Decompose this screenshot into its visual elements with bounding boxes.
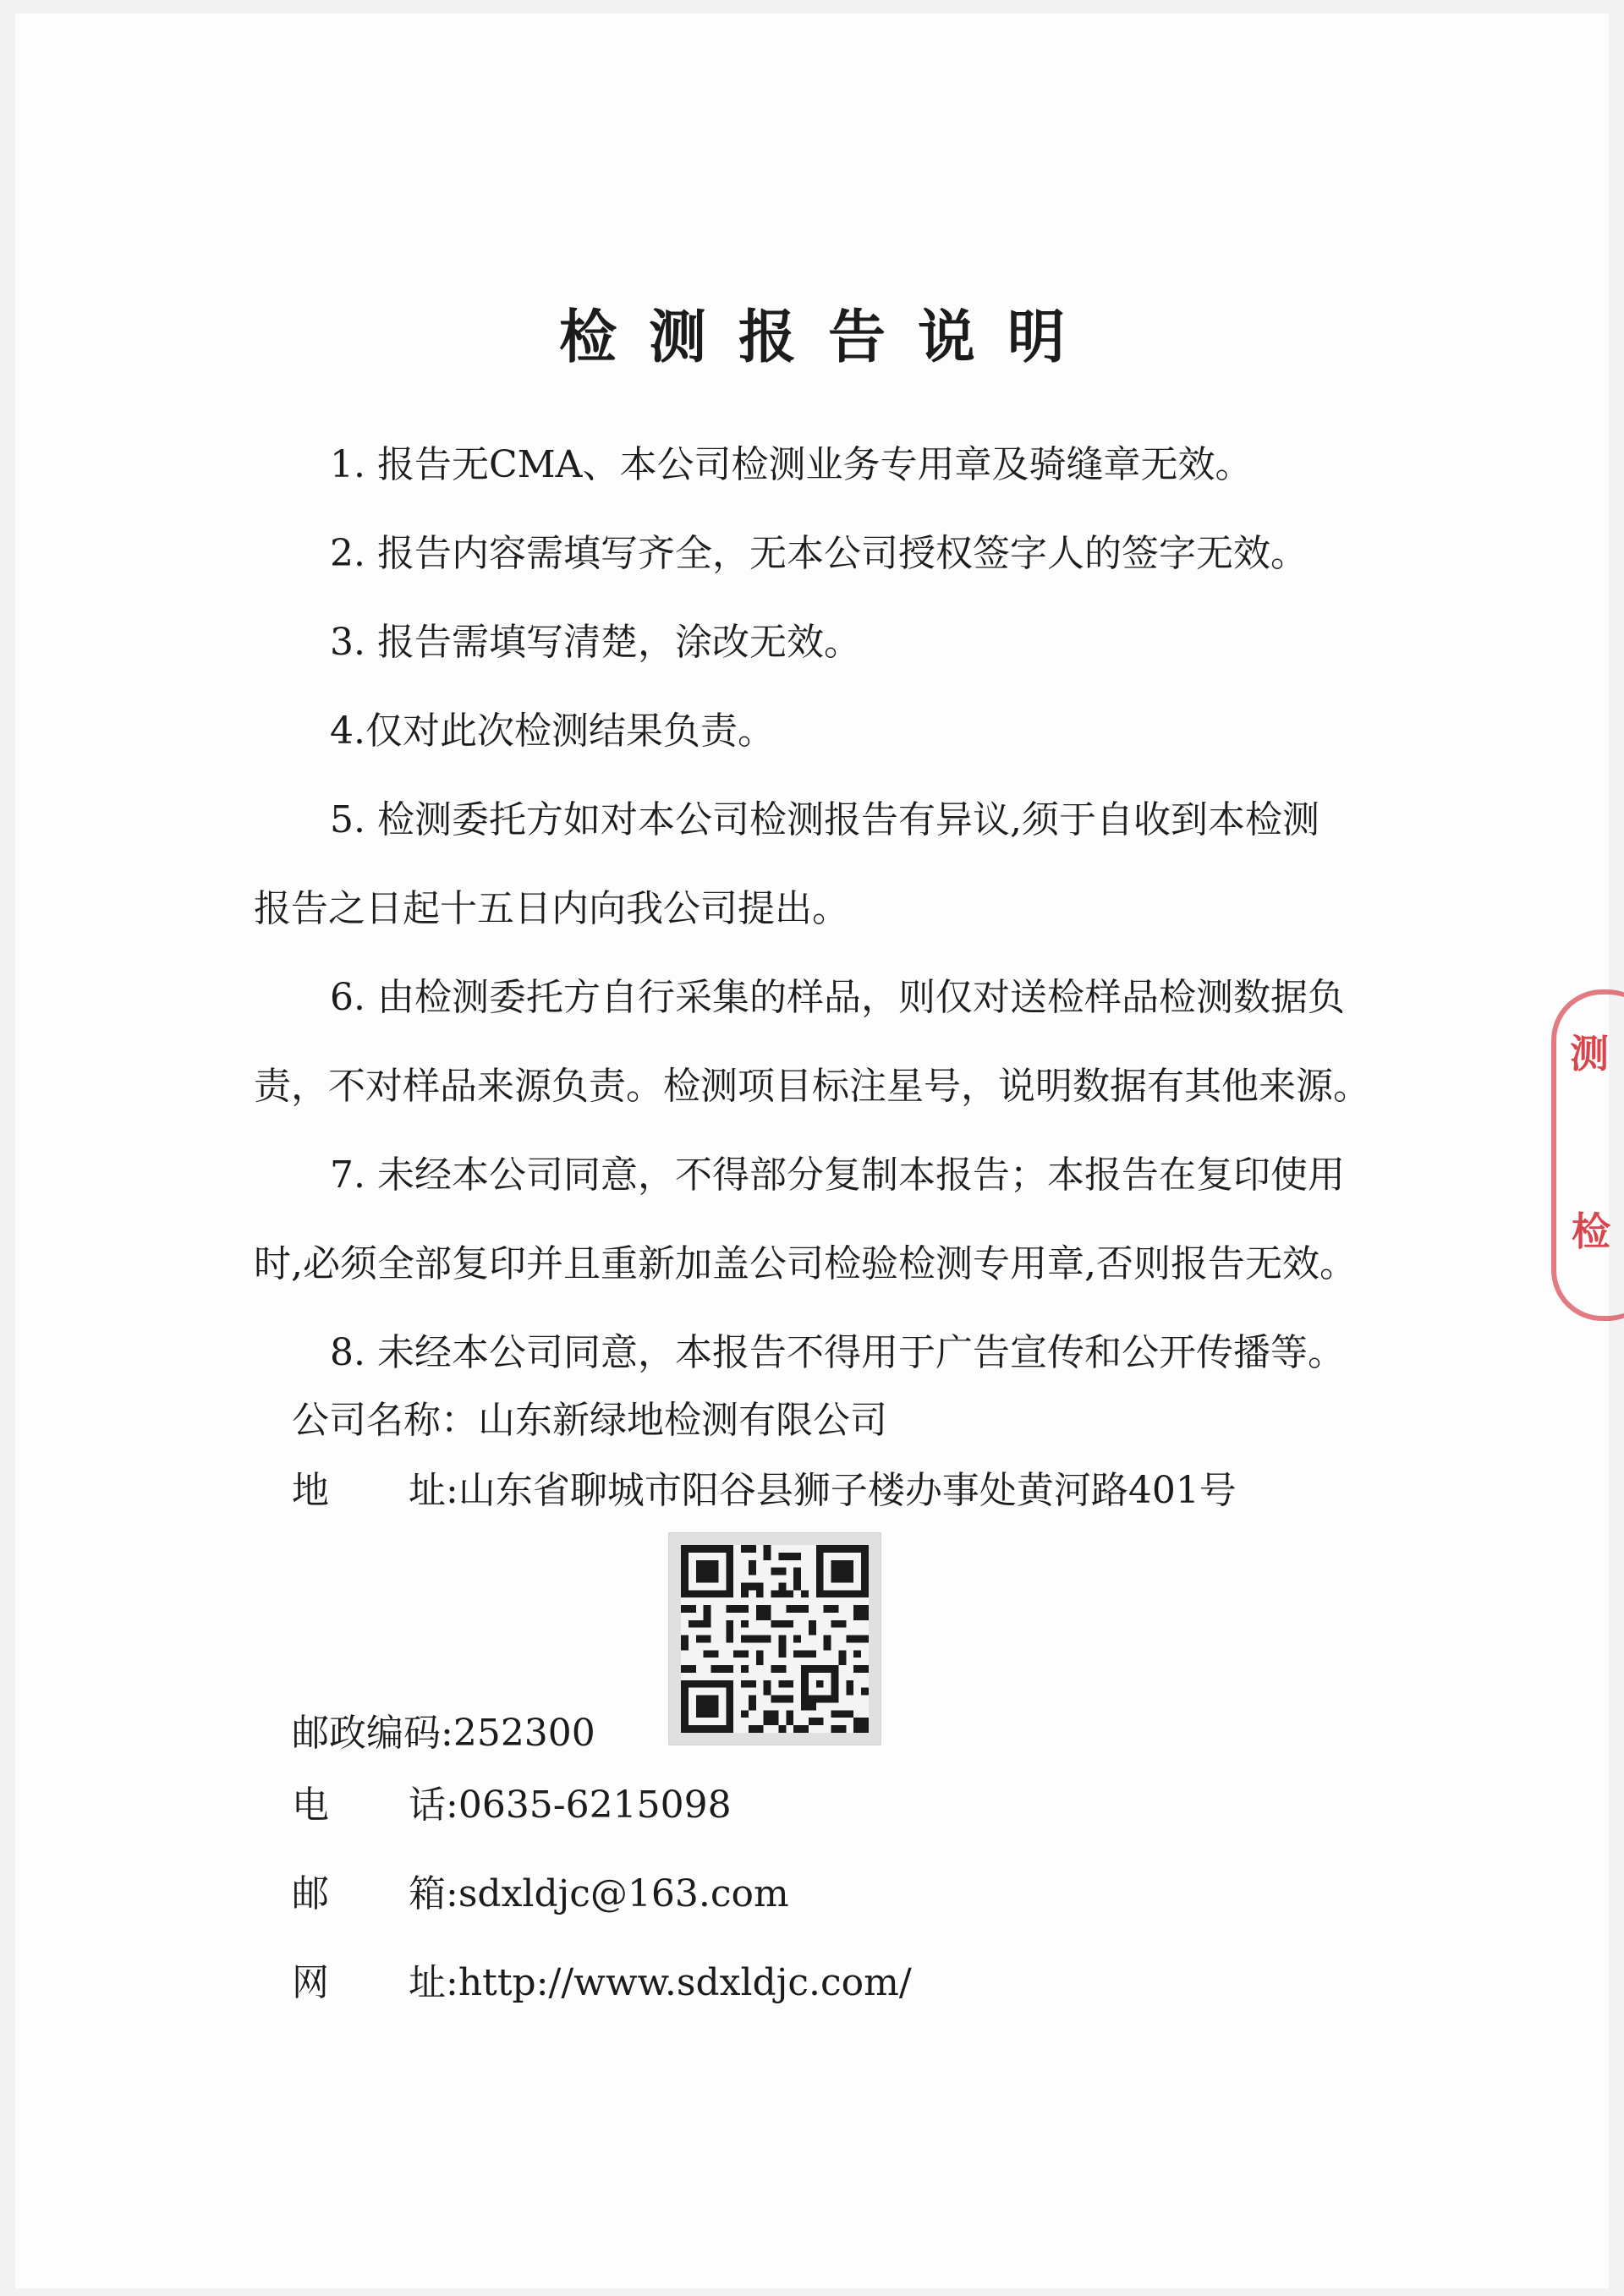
address-label-1: 地 — [292, 1469, 329, 1512]
phone-value: 0635-6215098 — [458, 1784, 732, 1827]
phone-label-2: 话: — [409, 1784, 458, 1827]
address-label-2: 址: — [409, 1469, 458, 1512]
red-seal-stamp — [1556, 989, 1616, 1328]
item-1: 1. 报告无CMA、本公司检测业务专用章及骑缝章无效。 — [330, 443, 1253, 486]
company-row — [292, 1395, 887, 1446]
item-2: 2. 报告内容需填写齐全，无本公司授权签字人的签字无效。 — [330, 532, 1308, 575]
email-row — [292, 1869, 789, 1920]
item-8: 8. 未经本公司同意，本报告不得用于广告宣传和公开传播等。 — [330, 1331, 1345, 1374]
postcode-row — [292, 1708, 595, 1759]
email-value[interactable]: sdxldjc@163.com — [458, 1872, 789, 1915]
phone-label-1: 电 — [292, 1784, 329, 1827]
item-6: 6. 由检测委托方自行采集的样品，则仅对送检样品检测数据负 — [330, 976, 1345, 1019]
company-value: 山东新绿地检测有限公司 — [478, 1399, 887, 1442]
website-value[interactable]: http://www.sdxldjc.com/ — [458, 1961, 912, 2004]
item-4: 4.仅对此次检测结果负责。 — [330, 710, 775, 753]
item-3: 3. 报告需填写清楚，涂改无效。 — [330, 621, 861, 664]
website-label-2: 址: — [409, 1961, 458, 2004]
website-label-1: 网 — [292, 1961, 329, 2004]
phone-row — [292, 1780, 732, 1831]
item-5-cont: 报告之日起十五日内向我公司提出。 — [254, 887, 849, 930]
qr-code — [668, 1532, 881, 1745]
page-title: 检测报告说明 — [558, 304, 1097, 371]
item-6-cont: 责，不对样品来源负责。检测项目标注星号，说明数据有其他来源。 — [254, 1065, 1370, 1108]
qr-code-image — [681, 1545, 869, 1733]
seal-char-2: 检 — [1572, 1208, 1610, 1254]
seal-char-1: 测 — [1570, 1031, 1609, 1077]
postcode-label: 邮政编码: — [292, 1712, 453, 1755]
email-label-1: 邮 — [292, 1872, 329, 1915]
item-7-cont: 时,必须全部复印并且重新加盖公司检验检测专用章,否则报告无效。 — [254, 1242, 1357, 1285]
postcode-value: 252300 — [453, 1712, 595, 1755]
address-row — [292, 1466, 1237, 1516]
company-label: 公司名称： — [292, 1399, 478, 1442]
address-value: 山东省聊城市阳谷县狮子楼办事处黄河路401号 — [458, 1469, 1237, 1512]
item-5: 5. 检测委托方如对本公司检测报告有异议,须于自收到本检测 — [330, 798, 1320, 841]
email-label-2: 箱: — [409, 1872, 458, 1915]
item-7: 7. 未经本公司同意，不得部分复制本报告；本报告在复印使用 — [330, 1153, 1345, 1197]
website-row — [292, 1958, 912, 2008]
